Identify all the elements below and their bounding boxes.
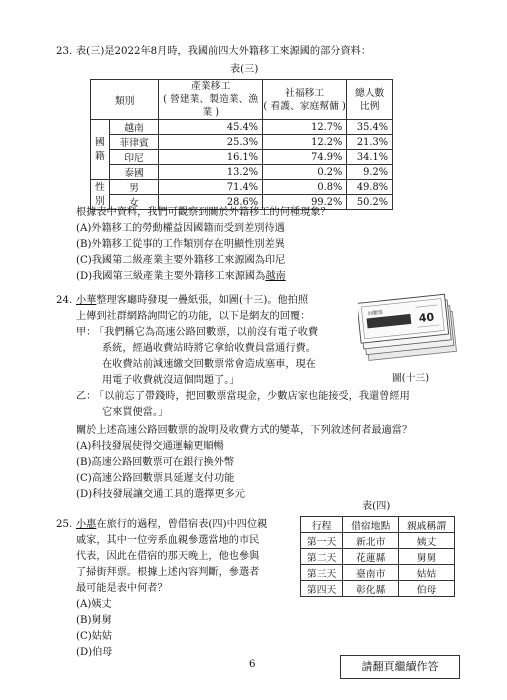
col-category: 類別 [91,80,159,120]
ticket-stack-icon [358,290,463,370]
table4-cell: 新北市 [343,533,399,549]
q25-number: 25. [56,519,73,530]
q24-reply-a-line: 用電子收費就沒這個問題了。」 [102,375,240,386]
group-country [91,120,110,180]
q25-table [300,516,455,597]
table4-header: 親戚稱謂 [399,517,455,533]
q25-stem-line: 代表，因此在借宿的那天晚上，他也參與 [76,551,260,562]
group-gender-label: 性別 [94,181,105,207]
q23-table [90,79,393,210]
q25-option-b[interactable]: (B)舅舅 [76,615,112,626]
q24-reply-b-line: 它來買便當。」 [102,407,169,418]
table4-cell: 第四天 [301,581,343,597]
cell-industry: 71.4% [159,180,263,195]
q25-stem-line: 戚家，其中一位旁系血親參選當地的市民 [76,535,260,546]
col-welfare-sub: ( 看護、家庭幫傭 ) [263,100,346,112]
ticket-figure [358,290,463,370]
cell-industry: 16.1% [159,150,263,165]
q24-reply-b-line: 「以前忘了帶錢時，把回數票當現金，少數店家也能接受，我還曾經用 [94,391,410,402]
col-total [347,80,393,120]
col-total-sub: 比例 [359,100,380,112]
cell-total: 21.3% [347,135,393,150]
q23-stem-text: 表(三)是2022年8月時，我國前四大外籍移工來源國的部分資料： [76,46,372,57]
q24-reply-a-line: 在收費站前減速繳交回數票常會造成塞車，現在 [102,359,316,370]
q25-option-c[interactable]: (C)姑姑 [76,631,113,642]
row-label: 印尼 [109,150,159,165]
cell-total: 49.8% [347,180,393,195]
q24-stem-line2: 上傳到社群網路詢問它的功能，以下是網友的回覆： [76,311,311,322]
cell-industry: 28.6% [159,195,263,210]
col-welfare [263,80,347,120]
q24-ask: 關於上述高速公路回數票的說明及收費方式的變革，下列敘述何者最適當？ [76,425,413,436]
table4-cell: 彰化縣 [343,581,399,597]
q24-number: 24. [56,295,73,306]
table4-cell: 花蓮縣 [343,549,399,565]
q25-stem-line: 最可能是表中何者？ [76,583,168,594]
q25-name: 小惠 [76,519,97,530]
q25-stem-line1 [56,517,296,533]
q25-option-d[interactable]: (D)伯母 [76,647,113,658]
table4-header: 借宿地點 [343,517,399,533]
q23-option-c[interactable]: (C)我國第二級產業主要外籍移工來源國為印尼 [76,255,286,266]
q23-ask: 根據表中資料，我們可觀察到關於外籍移工的何種現象？ [76,207,331,218]
q24-speaker-a: 甲： [76,327,97,338]
table4-cell: 姑姑 [399,565,455,581]
q24-option-c[interactable]: (C)高速公路回數票具延遲支付功能 [76,473,235,484]
q24-stem-line1-text: 整理客廳時發現一疊紙張，如圖(十三)。他拍照 [96,295,309,306]
q24-option-d[interactable]: (D)科技發展讓交通工具的選擇更多元 [76,489,245,500]
q24-option-a[interactable]: (A)科技發展使得交通運輸更順暢 [76,441,224,452]
cell-industry: 45.4% [159,120,263,135]
row-label: 菲律賓 [109,135,159,150]
col-industry-label: 產業移工 [191,81,231,92]
cell-welfare: 12.2% [263,135,347,150]
table4-cell: 臺南市 [343,565,399,581]
cell-total: 9.2% [347,165,393,180]
q23-option-d-underlined: 越南 [265,271,286,282]
cell-total: 34.1% [347,150,393,165]
q24-stem-line1 [56,293,356,309]
cell-industry: 13.2% [159,165,263,180]
q24-reply-b [76,389,476,421]
q23-stem [56,44,476,60]
cell-total: 35.4% [347,120,393,135]
col-industry-sub: ( 營建業、製造業、漁業 ) [163,94,259,118]
col-total-label: 總人數 [354,87,385,99]
continue-box: 請翻頁繼續作答 [340,655,460,679]
row-label: 越南 [109,120,159,135]
row-label: 女 [109,195,159,210]
cell-total: 50.2% [347,195,393,210]
q25-stem-line1-text: 在旅行的過程，曾借宿表(四)中四位親 [96,519,268,530]
q24-reply-a-line: 系統，經過收費站時將它拿給收費員當通行費。 [102,343,316,354]
q24-reply-a-line: 「我們稱它為高速公路回數票，以前沒有電子收費 [94,327,319,338]
q24-name: 小華 [76,295,97,306]
row-label: 泰國 [109,165,159,180]
cell-welfare: 99.2% [263,195,347,210]
row-label: 男 [109,180,159,195]
cell-industry: 25.3% [159,135,263,150]
cell-welfare: 12.7% [263,120,347,135]
page-number: 6 [249,659,256,670]
q23-table-title: 表(三) [230,64,259,75]
q24-speaker-b: 乙： [76,391,97,402]
table4-cell: 伯母 [399,581,455,597]
q24-reply-a [76,325,356,389]
cell-welfare: 0.2% [263,165,347,180]
table4-cell: 舅舅 [399,549,455,565]
table4-cell: 第三天 [301,565,343,581]
table4-cell: 第二天 [301,549,343,565]
q23-option-d-text: (D)我國第三級產業主要外籍移工來源國為 [76,271,266,282]
col-industry [159,80,263,120]
cell-welfare: 0.8% [263,180,347,195]
table4-header: 行程 [301,517,343,533]
col-welfare-label: 社福移工 [285,87,325,99]
q23-option-a[interactable]: (A)外籍移工的勞動權益因國籍而受到差別待遇 [76,223,285,234]
q25-option-a[interactable]: (A)姨丈 [76,599,112,610]
table4-cell: 姨丈 [399,533,455,549]
q23-option-b[interactable]: (B)外籍移工從事的工作類別存在明顯性別差異 [76,239,285,250]
figure-13-caption: 圖(十三) [392,373,430,384]
ticket-label: 回數票 [367,309,384,318]
table4-cell: 第一天 [301,533,343,549]
q23-option-d[interactable] [76,269,286,285]
q25-stem-line: 了掃街拜票。根據上述內容判斷，參選者 [76,567,260,578]
q25-table-title: 表(四) [362,501,391,512]
q23-number: 23. [56,46,73,57]
ticket-value: 40 [418,310,435,325]
q24-option-b[interactable]: (B)高速公路回數票可在銀行換外幣 [76,457,235,468]
cell-welfare: 74.9% [263,150,347,165]
group-country-label: 國籍 [94,136,105,162]
